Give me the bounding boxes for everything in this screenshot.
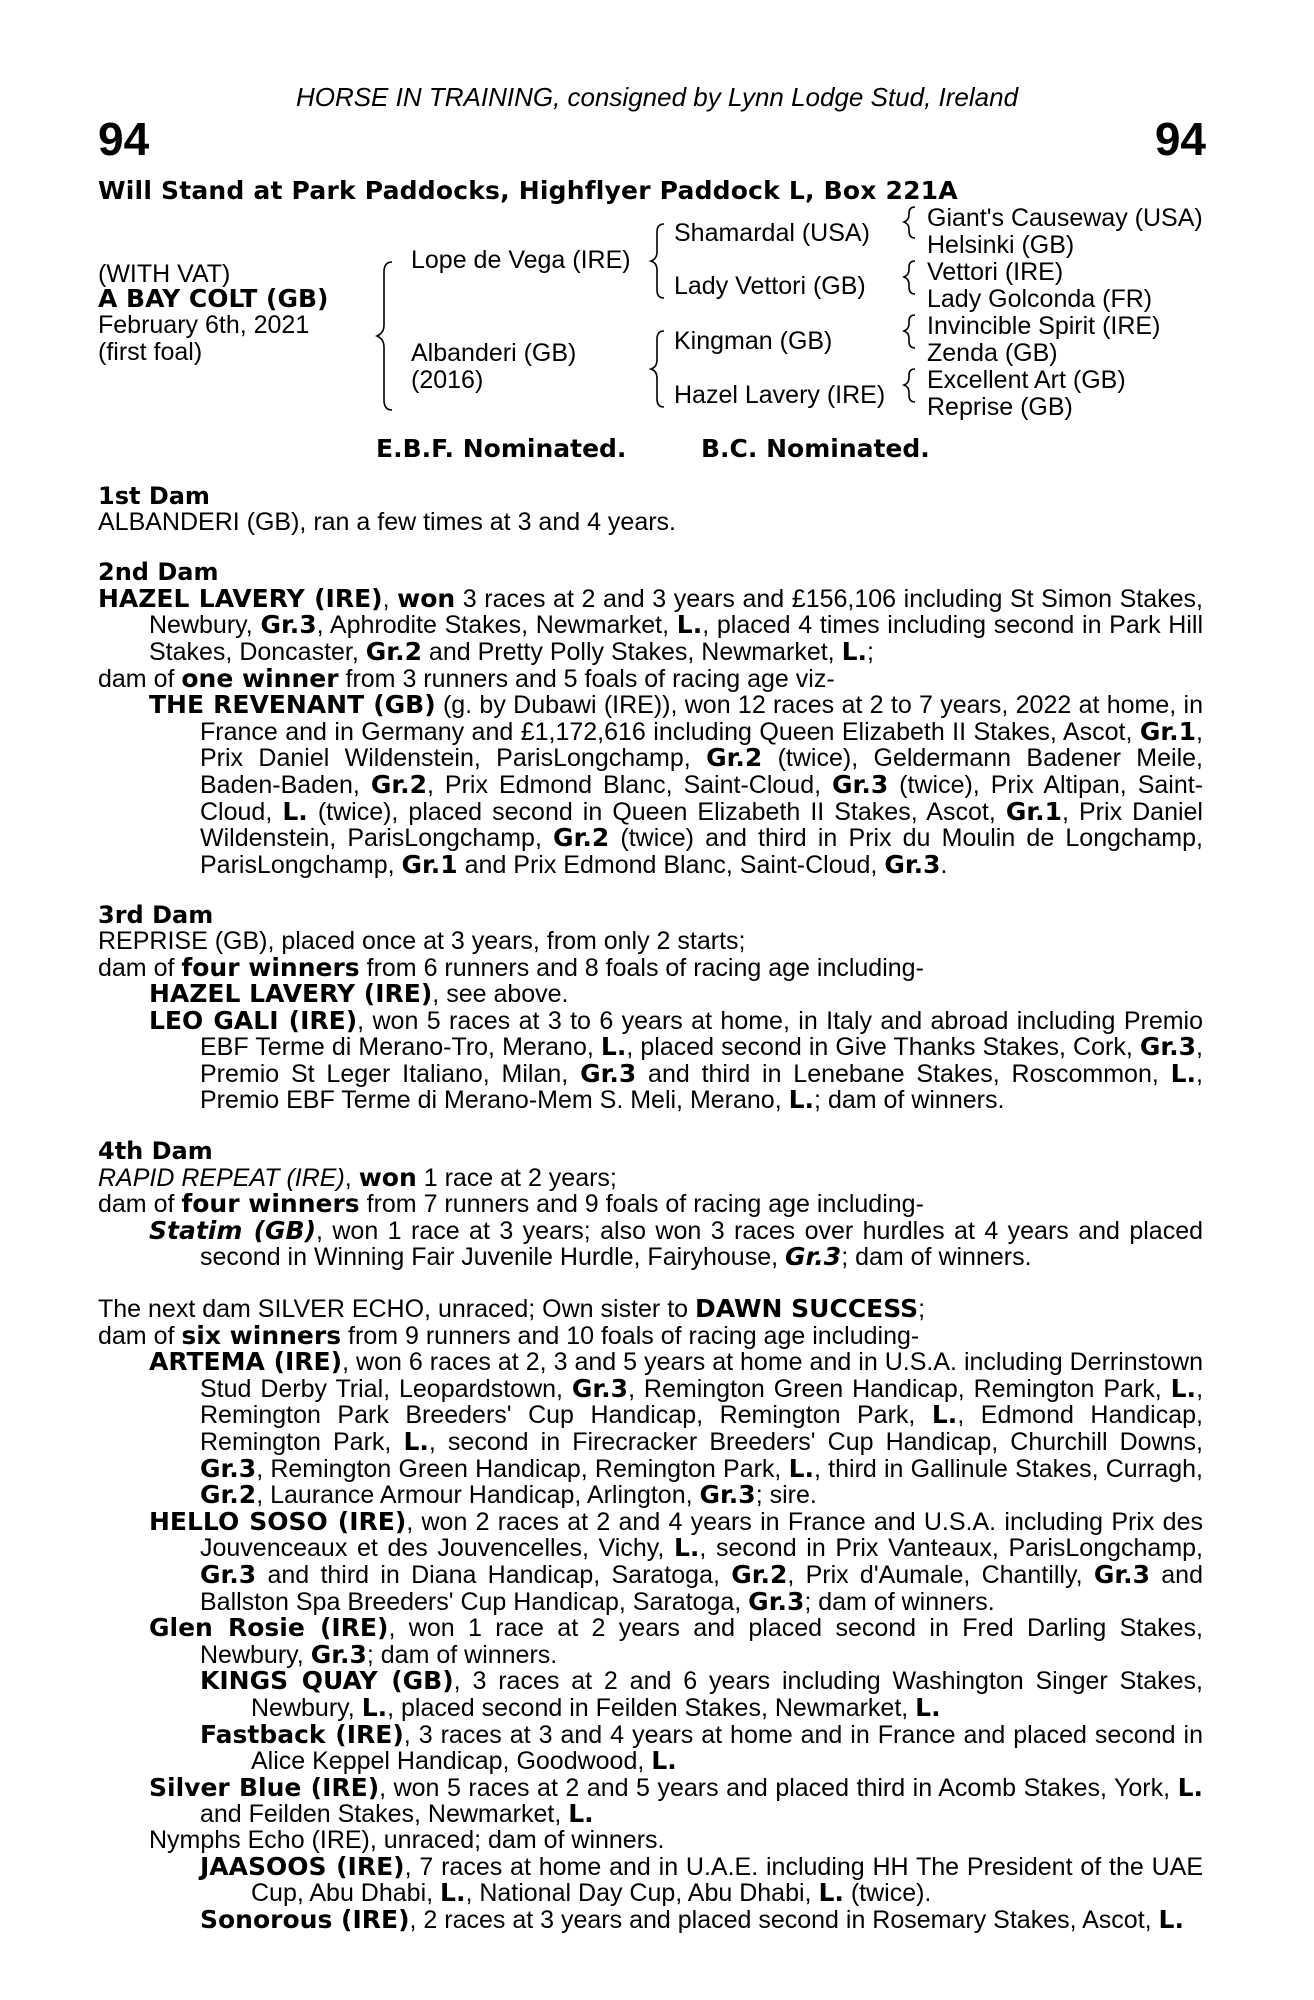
brace-gen3-b xyxy=(904,261,915,294)
second-dam-section xyxy=(98,560,1203,878)
lot-number-right: 94 xyxy=(1154,113,1206,165)
pedigree-dam-year: (2016) xyxy=(411,366,484,394)
produce-entry: Sonorous (IRE), 2 races at 3 years and placed second in Rosemary Stakes, Ascot, L. xyxy=(200,1904,1184,1934)
horse-name: Sonorous (IRE) xyxy=(200,1904,410,1934)
third-dam-text: REPRISE (GB), placed once at 3 years, from only 2 starts; xyxy=(98,926,746,955)
horse-name: Glen Rosie (IRE) xyxy=(149,1613,389,1643)
stand-location: Will Stand at Park Paddocks, Highflyer Paddock L, Box 221A xyxy=(98,176,958,205)
horse-name: KINGS QUAY (GB) xyxy=(200,1666,454,1696)
pedigree-g3-4: Lady Golconda (FR) xyxy=(927,285,1153,313)
horse-name: HAZEL LAVERY (IRE) xyxy=(98,583,383,613)
horse-name: A BAY COLT (GB) xyxy=(98,284,329,313)
second-dam-produce: dam of one winner from 3 runners and 5 foals of racing age viz- xyxy=(98,663,835,693)
horse-name: Fastback (IRE) xyxy=(200,1719,404,1749)
horse-name: HELLO SOSO (IRE) xyxy=(149,1506,407,1536)
first-dam-section xyxy=(98,484,1203,535)
horse-name: Silver Blue (IRE) xyxy=(149,1772,380,1802)
first-dam-heading: 1st Dam xyxy=(98,482,210,510)
horse-name: ARTEMA (IRE) xyxy=(149,1347,343,1377)
second-dam-heading: 2nd Dam xyxy=(98,558,219,587)
pedigree-dam-dam: Hazel Lavery (IRE) xyxy=(674,381,886,409)
produce-entry: KINGS QUAY (GB), 3 races at 2 and 6 years including Washington Singer Stakes, Newbury, L., placed second in Feilden Stakes, Newmarket, L. xyxy=(200,1666,1203,1722)
next-dam-produce: dam of six winners from 9 runners and 10 foals of racing age including- xyxy=(98,1320,920,1350)
produce-entry: LEO GALI (IRE), won 5 races at 3 to 6 years at home, in Italy and abroad including Premio EBF Terme di Merano-Tro, Merano, L., placed second in Give Thanks Stakes, Cork, Gr.3, Premio St Leger Italiano, Milan, Gr.3 and third in Lenebane Stakes, Roscommon, L., Premio EBF Terme di Merano-Mem S. Meli, Merano, L.; dam of winners. xyxy=(149,1005,1204,1115)
ebf-nominated: E.B.F. Nominated. xyxy=(376,434,627,463)
lot-number-left: 94 xyxy=(98,113,150,165)
horse-name: Statim (GB) xyxy=(149,1215,317,1245)
fourth-dam-section xyxy=(98,1139,1203,1271)
won-label: won xyxy=(397,583,456,613)
produce-entry: HELLO SOSO (IRE), won 2 races at 2 and 4 years in France and U.S.A. including Prix des Jouvenceaux et des Jouvencelles, Vichy, L., second in Prix Vanteaux, ParisLongchamp, Gr.3 and third in Diana Handicap, Saratoga, Gr.2, Prix d'Aumale, Chantilly, Gr.3 and Ballston Spa Breeders' Cup Handicap, Saratoga, Gr.3; dam of winners. xyxy=(149,1506,1203,1616)
brace-gen3-c xyxy=(904,315,915,348)
produce-entry: Silver Blue (IRE), won 5 races at 2 and 5 years and placed third in Acomb Stakes, York, L. and Feilden Stakes, Newmarket, L. xyxy=(149,1772,1204,1829)
pedigree-g3-2: Helsinki (GB) xyxy=(927,231,1075,259)
produce-entry: Fastback (IRE), 3 races at 3 and 4 years at home and in France and placed second in Alice Keppel Handicap, Goodwood, L. xyxy=(200,1719,1203,1776)
next-dam-text: The next dam SILVER ECHO, unraced; Own sister to DAWN SUCCESS; xyxy=(98,1294,926,1324)
bc-nominated: B.C. Nominated. xyxy=(701,434,930,463)
brace-gen3-a xyxy=(904,207,915,238)
pedigree-g3-5: Invincible Spirit (IRE) xyxy=(927,312,1161,340)
produce-entry: Glen Rosie (IRE), won 1 race at 2 years and placed second in Fred Darling Stakes, Newbury, Gr.3; dam of winners. xyxy=(149,1613,1204,1669)
fourth-dam-produce: dam of four winners from 7 runners and 9 foals of racing age including- xyxy=(98,1189,924,1219)
first-dam-text: ALBANDERI (GB), ran a few times at 3 and 4 years. xyxy=(98,507,677,536)
pedigree-sire-sire: Shamardal (USA) xyxy=(674,219,870,247)
horse-dob: February 6th, 2021 xyxy=(98,311,310,339)
fourth-dam-text: RAPID REPEAT (IRE), won 1 race at 2 years; xyxy=(98,1162,617,1192)
pedigree-sire-dam: Lady Vettori (GB) xyxy=(674,272,866,300)
pedigree-g3-6: Zenda (GB) xyxy=(927,339,1058,367)
third-dam-heading: 3rd Dam xyxy=(98,901,214,930)
third-dam-section xyxy=(98,903,1203,1114)
horse-note: (first foal) xyxy=(98,338,203,366)
brace-gen1 xyxy=(377,262,392,410)
horse-name: HAZEL LAVERY (IRE) xyxy=(149,979,433,1009)
produce-entry: HAZEL LAVERY (IRE), see above. xyxy=(149,979,569,1009)
dam-line-content xyxy=(98,484,1203,1958)
brace-gen3-d xyxy=(904,369,915,402)
pedigree-g3-3: Vettori (IRE) xyxy=(927,258,1064,286)
horse-name: THE REVENANT (GB) xyxy=(149,690,436,720)
horse-vat: (WITH VAT) xyxy=(98,260,231,288)
pedigree-dam: Albanderi (GB) xyxy=(411,339,577,367)
next-dam-section xyxy=(98,1296,1203,1933)
catalogue-header: HORSE IN TRAINING, consigned by Lynn Lodge Stud, Ireland xyxy=(295,82,1019,112)
pedigree-g3-1: Giant's Causeway (USA) xyxy=(927,204,1203,232)
pedigree-sire: Lope de Vega (IRE) xyxy=(411,246,631,274)
produce-entry: ARTEMA (IRE), won 6 races at 2, 3 and 5 years at home and in U.S.A. including Derrinstown Stud Derby Trial, Leopardstown, Gr.3, Remington Green Handicap, Remington Park, L., Remington Park Breeders' Cup Handicap, Remington Park, L., Edmond Handicap, Remington Park, L., second in Firecracker Breeders' Cup Handicap, Churchill Downs, Gr.3, Remington Green Handicap, Remington Park, L., third in Gallinule Stakes, Curragh, Gr.2, Laurance Armour Handicap, Arlington, Gr.3; sire. xyxy=(149,1347,1204,1510)
third-dam-produce: dam of four winners from 6 runners and 8 foals of racing age including- xyxy=(98,952,924,982)
pedigree-g3-8: Reprise (GB) xyxy=(927,393,1073,421)
brace-gen2-dam xyxy=(651,331,664,407)
produce-entry: Statim (GB), won 1 race at 3 years; also won 3 races over hurdles at 4 years and placed second in Winning Fair Juvenile Hurdle, Fairyhouse, Gr.3; dam of winners. xyxy=(149,1215,1203,1272)
produce-entry: Nymphs Echo (IRE), unraced; dam of winners. xyxy=(149,1825,665,1854)
second-dam-record: HAZEL LAVERY (IRE), won 3 races at 2 and 3 years and £156,106 including St Simon Stakes, Newbury, Gr.3, Aphrodite Stakes, Newmarket, L., placed 4 times including second in Park Hill Stakes, Doncaster, Gr.2 and Pretty Polly Stakes, Newmarket, L.; xyxy=(98,583,1204,666)
pedigree-g3-7: Excellent Art (GB) xyxy=(927,366,1126,394)
brace-gen2-sire xyxy=(651,224,664,298)
produce-entry: JAASOOS (IRE), 7 races at home and in U.A.E. including HH The President of the UAE Cup, Abu Dhabi, L., National Day Cup, Abu Dhabi, L. (twice). xyxy=(200,1851,1204,1908)
produce-entry: THE REVENANT (GB) (g. by Dubawi (IRE)), won 12 races at 2 to 7 years, 2022 at home, in France and in Germany and £1,172,616 including Queen Elizabeth II Stakes, Ascot, Gr.1, Prix Daniel Wildenstein, ParisLongchamp, Gr.2 (twice), Geldermann Badener Meile, Baden-Baden, Gr.2, Prix Edmond Blanc, Saint-Cloud, Gr.3 (twice), Prix Altipan, Saint-Cloud, L. (twice), placed second in Queen Elizabeth II Stakes, Ascot, Gr.1, Prix Daniel Wildenstein, ParisLongchamp, Gr.2 (twice) and third in Prix du Moulin de Longchamp, ParisLongchamp, Gr.1 and Prix Edmond Blanc, Saint-Cloud, Gr.3. xyxy=(149,690,1204,879)
horse-name: JAASOOS (IRE) xyxy=(200,1851,405,1881)
fourth-dam-heading: 4th Dam xyxy=(98,1137,213,1166)
pedigree-dam-sire: Kingman (GB) xyxy=(674,327,833,355)
horse-name: LEO GALI (IRE) xyxy=(149,1005,358,1035)
